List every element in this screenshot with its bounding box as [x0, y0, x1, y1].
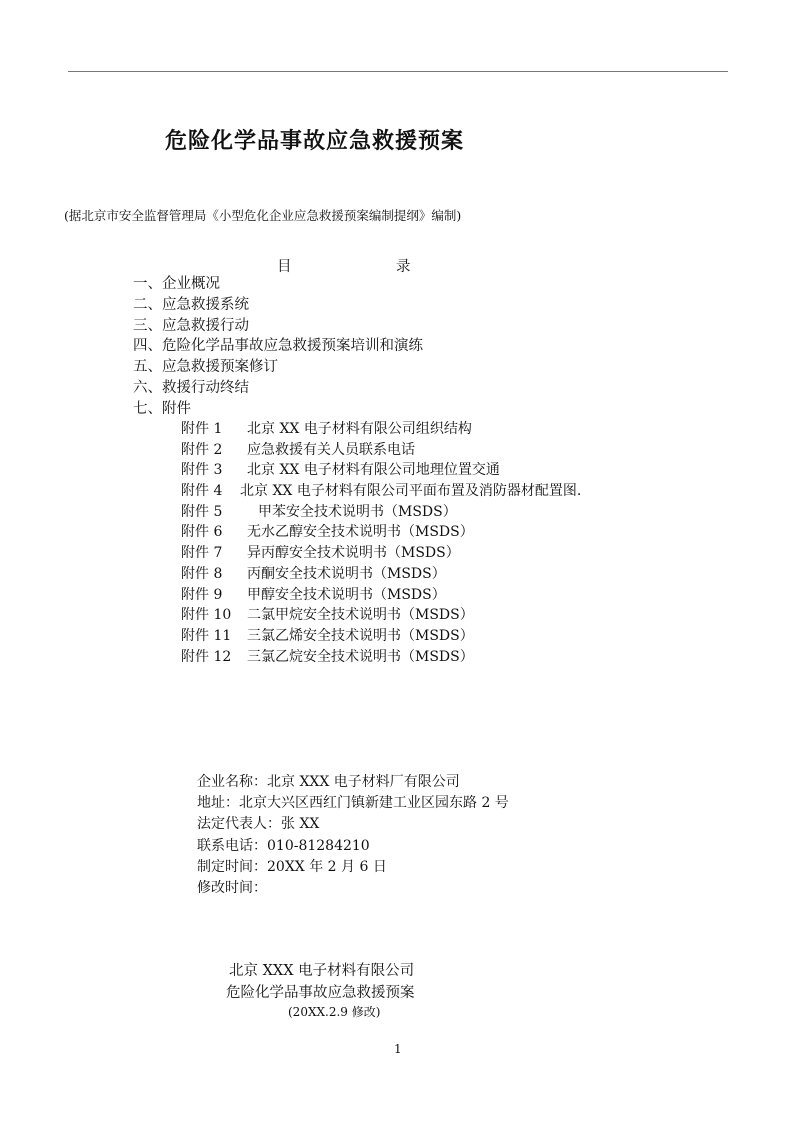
- toc-item: 四、危险化学品事故应急救援预案培训和演练: [133, 338, 423, 355]
- attachment-number: 附件 9: [181, 586, 223, 603]
- toc-item: 二、应急救援系统: [133, 296, 249, 313]
- attachment-row: [181, 419, 581, 440]
- attachment-row: [181, 440, 581, 461]
- source-note: (据北京市安全监督管理局《小型危化企业应急救援预案编制提纲》编制): [64, 208, 462, 223]
- toc-heading-left: 目: [277, 259, 292, 275]
- toc-item: 三、应急救援行动: [133, 317, 249, 334]
- modified-date-line: 修改时间：: [197, 879, 267, 896]
- attachment-name: 三氯乙烷安全技术说明书（MSDS）: [247, 648, 474, 665]
- header-rule: [68, 71, 728, 72]
- attachment-name: 丙酮安全技术说明书（MSDS）: [247, 565, 446, 582]
- attachment-name: 异丙醇安全技术说明书（MSDS）: [247, 545, 460, 562]
- attachment-name: 甲醇安全技术说明书（MSDS）: [247, 586, 446, 603]
- attachment-name: 甲苯安全技术说明书（MSDS）: [258, 503, 457, 520]
- attachment-row: [181, 543, 581, 564]
- document-title: 危险化学品事故应急救援预案: [165, 128, 465, 154]
- toc-item: 五、应急救援预案修订: [133, 359, 278, 376]
- created-date-line: 制定时间：20XX 年 2 月 6 日: [197, 858, 387, 875]
- phone-line: 联系电话：010-81284210: [197, 837, 370, 854]
- attachment-name: 北京 XX 电子材料有限公司组织结构: [247, 421, 472, 437]
- attachment-number: 附件 10: [181, 607, 232, 624]
- attachment-name: 三氯乙烯安全技术说明书（MSDS）: [247, 627, 474, 644]
- attachment-number: 附件 11: [181, 627, 232, 644]
- attachment-row: [181, 564, 581, 585]
- attachment-name: 无水乙醇安全技术说明书（MSDS）: [247, 524, 474, 541]
- address-line: 地址：北京大兴区西红门镇新建工业区园东路 2 号: [197, 795, 509, 812]
- company-name-line: 企业名称：北京 XXX 电子材料厂有限公司: [197, 774, 460, 790]
- attachment-number: 附件 4: [181, 483, 223, 500]
- attachment-row: [181, 626, 581, 647]
- attachment-number: 附件 6: [181, 524, 223, 541]
- toc-item: 七、附件: [133, 400, 191, 417]
- attachment-number: 附件 5: [181, 503, 223, 520]
- attachment-number: 附件 1: [181, 421, 223, 437]
- company-info-block: [197, 772, 509, 899]
- attachment-row: [181, 460, 581, 481]
- attachment-number: 附件 3: [181, 462, 223, 479]
- attachment-row: [181, 585, 581, 606]
- attachment-number: 附件 7: [181, 545, 223, 562]
- attachment-row: [181, 502, 581, 523]
- toc-item: 一、企业概况: [133, 276, 220, 292]
- attachment-number: 附件 2: [181, 441, 223, 458]
- attachment-row: [181, 481, 581, 502]
- attachment-row: [181, 605, 581, 626]
- footer-company: 北京 XXX 电子材料有限公司: [229, 963, 415, 979]
- footer-doc-title: 危险化学品事故应急救援预案: [226, 985, 415, 1001]
- page-number: 1: [394, 1042, 402, 1056]
- attachment-name: 二氯甲烷安全技术说明书（MSDS）: [247, 607, 474, 624]
- footer-revision: (20XX.2.9 修改): [288, 1005, 381, 1019]
- attachment-number: 附件 8: [181, 565, 223, 582]
- toc-item: 六、救援行动终结: [133, 379, 249, 396]
- attachment-name: 北京 XX 电子材料有限公司平面布置及消防器材配置图.: [240, 483, 582, 500]
- toc-list: [133, 274, 423, 420]
- legal-representative-line: 法定代表人：张 XX: [197, 816, 320, 833]
- attachment-list: [181, 419, 581, 667]
- attachment-row: [181, 647, 581, 668]
- toc-heading-right: 录: [396, 259, 411, 275]
- attachment-row: [181, 522, 581, 543]
- attachment-name: 北京 XX 电子材料有限公司地理位置交通: [247, 462, 500, 479]
- attachment-name: 应急救援有关人员联系电话: [247, 441, 415, 458]
- attachment-number: 附件 12: [181, 648, 232, 665]
